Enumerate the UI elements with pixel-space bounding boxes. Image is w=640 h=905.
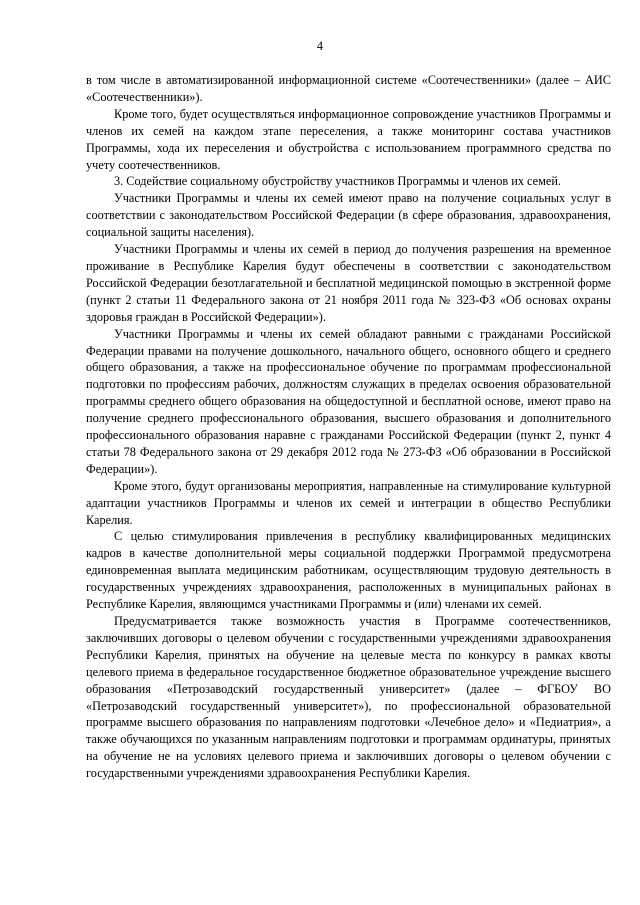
paragraph: Кроме того, будет осуществляться информационное сопровождение участников Программы и членов их семей на каждом этапе переселения, а также мониторинг состава участников Программы, хода их переселения и обустройства с использованием программного средства по учету соотечественников. xyxy=(86,106,611,172)
page-number: 4 xyxy=(316,39,324,53)
document-body xyxy=(86,72,611,782)
paragraph: С целью стимулирования привлечения в республику квалифицированных медицинских кадров в качестве дополнительной меры социальной поддержки Программой предусмотрена единовременная выплата медицинским работникам, осуществляющим трудовую деятельность в государственных учреждениях здравоохранения, расположенных в муниципальных районах в Республике Карелия, являющимся участниками Программы и (или) членами их семей. xyxy=(86,529,611,612)
paragraph: Участники Программы и члены их семей в период до получения разрешения на временное проживание в Республике Карелия будут обеспечены в соответствии с законодательством Российской Федерации безотлагательной и бесплатной медицинской помощью в экстренной форме (пункт 2 статьи 11 Федерального закона от 21 ноября 2011 года № 323-ФЗ «Об основах охраны здоровья граждан в Российской Федерации»). xyxy=(86,242,611,324)
paragraph: Предусматривается также возможность участия в Программе соотечественников, заключивших договоры о целевом обучении с государственными учреждениями здравоохранения Республики Карелия, принятых на обучение на целевые места по конкурсу в рамках квоты целевого приема в федеральное государственное бюджетное образовательное учреждение высшего образования «Петрозаводский государственный университет» (далее – ФГБОУ ВО «Петрозаводский государственный университет»), по профессиональной образовательной программе высшего образования по направлениям подготовки «Лечебное дело» и «Педиатрия», а также обучающихся по указанным направлениям подготовки и программам ординатуры, принятых на обучение не на условиях целевого приема и заключивших договоры о целевом обучении с государственными учреждениями здравоохранения Республики Карелия. xyxy=(86,614,611,781)
paragraph: Кроме этого, будут организованы мероприятия, направленные на стимулирование культурной адаптации участников Программы и членов их семей и интеграции в общество Республики Карелия. xyxy=(86,478,611,527)
paragraph: Участники Программы и члены их семей имеют право на получение социальных услуг в соответствии с законодательством Российской Федерации (в сфере образования, здравоохранения, социальной защиты населения). xyxy=(86,191,611,240)
paragraph: 3. Содействие социальному обустройству участников Программы и членов их семей. xyxy=(114,174,561,189)
paragraph: в том числе в автоматизированной информационной системе «Соотечественники» (далее – АИС «Соотечественники»). xyxy=(86,73,611,104)
paragraph: Участники Программы и члены их семей обладают равными с гражданами Российской Федерации правами на получение дошкольного, начального общего, основного общего и среднего общего образования, а также на профессиональное обучение по программам профессиональной подготовки по профессиям рабочих, должностям служащих в пределах освоения образовательной программы среднего общего образования на общедоступной и бесплатной основе, имеют право на получение среднего профессионального образования, высшего образования и дополнительного профессионального образования наравне с гражданами Российской Федерации (пункт 2, пункт 4 статьи 78 Федерального закона от 29 декабря 2012 года № 273-ФЗ «Об образовании в Российской Федерации»). xyxy=(86,326,611,476)
